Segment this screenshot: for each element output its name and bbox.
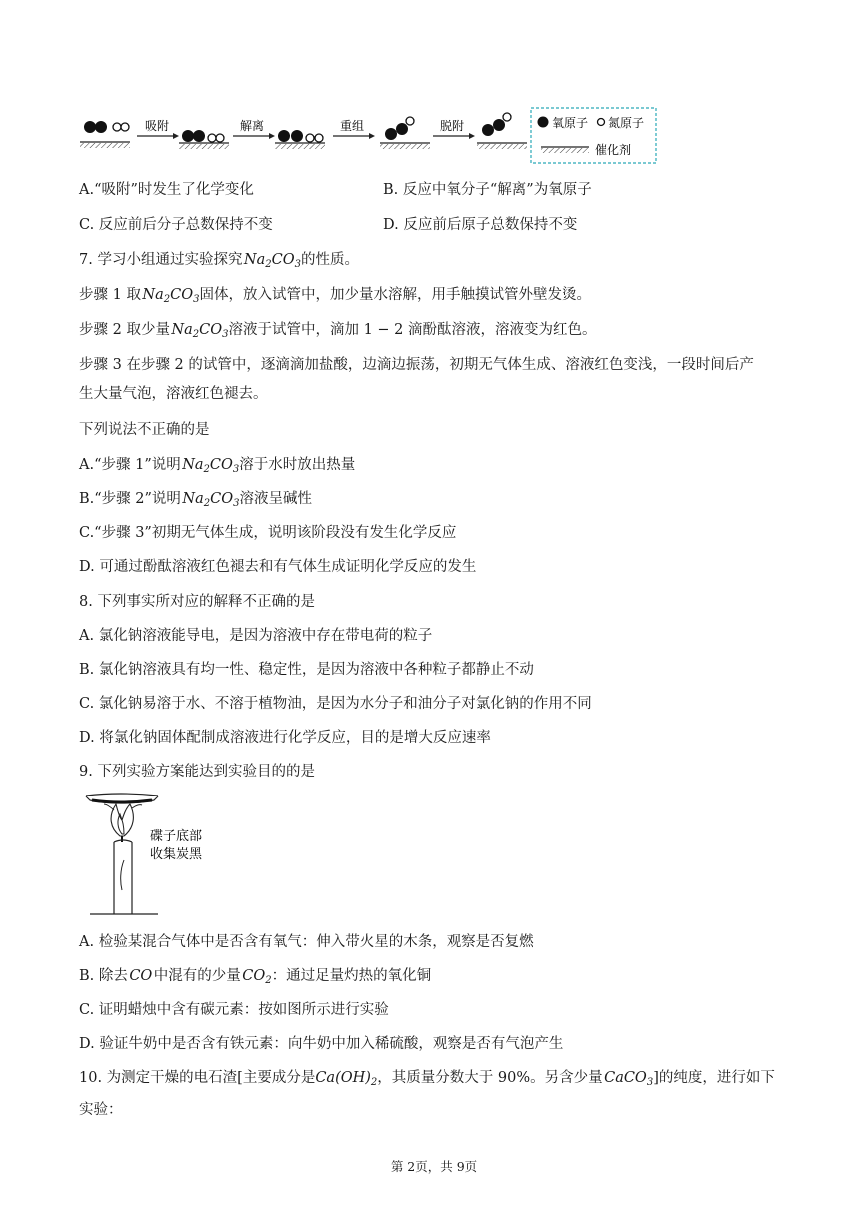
formula-caco3: CaCO$_3$ [604,1070,654,1088]
q9-option-d: D. 验证牛奶中是否含有铁元素：向牛奶中加入稀硫酸，观察是否有气泡产生 [79,1036,564,1052]
arrow-recombination [333,118,375,139]
q6-option-b: B. 反应中氧分子“解离”为氧原子 [383,182,592,198]
q8-option-a: A. 氯化钠溶液能导电，是因为溶液中存在带电荷的粒子 [79,628,433,644]
formula-na2co3: $Na_2CO_3$ [182,457,240,475]
arrow-desorption [433,119,475,139]
candle-experiment-figure [80,790,230,918]
formula-na2co3: $Na_2CO_3$ [243,252,301,270]
q6-option-c: C. 反应前后分子总数保持不变 [79,217,273,233]
q7-stem: 7. 学习小组通过实验探究 $Na_2CO_3$的性质。 [79,252,359,270]
formula-na2co3: $Na_2CO_3$ [142,287,200,305]
figure-label-line2: 收集炭黑 [150,847,203,862]
q7-step3-line2: 生大量气泡，溶液红色褪去。 [79,386,268,402]
figure-label-line1: 碟子底部 [150,829,203,844]
q7-option-a: A.“步骤 1”说明 $Na_2CO_3$溶于水时放出热量 [79,457,356,475]
q9-option-a: A. 检验某混合气体中是否含有氧气：伸入带火星的木条，观察是否复燃 [79,934,534,950]
q10-stem-line1: 10. 为测定干燥的电石渣[主要成分是$Ca(OH)_2$，其质量分数大于 90%。另含少量 CaCO$_3$]的纯度，进行如下 [79,1070,775,1088]
q7-option-d: D. 可通过酚酞溶液红色褪去和有气体生成证明化学反应的发生 [79,559,477,575]
legend-catalyst-label: 催化剂 [595,143,632,157]
formula-caoh2: $Ca(OH)_2$ [315,1070,378,1088]
q7-step3-line1: 步骤 3 在步骤 2 的试管中，逐滴滴加盐酸，边滴边振荡，初期无气体生成、溶液红色变浅，一段时间后产 [79,357,754,373]
q7-ask: 下列说法不正确的是 [79,422,210,438]
step-label: 吸附 [144,119,170,133]
q9-stem: 9. 下列实验方案能达到实验目的的是 [79,764,315,780]
diagram-legend [531,108,656,163]
stage-recombined [380,117,430,149]
legend-nitrogen-label: 氮原子 [608,116,645,130]
q6-option-a: A.“吸附”时发生了化学变化 [79,182,254,198]
q8-option-d: D. 将氯化钠固体配制成溶液进行化学反应，目的是增大反应速率 [79,730,491,746]
formula-co: CO [129,968,153,984]
q10-stem-line2: 实验： [79,1102,123,1118]
page-footer: 第 2页，共 9页 [390,1159,478,1174]
formula-co2: $CO_2$ [242,968,272,986]
q8-option-c: C. 氯化钠易溶于水、不溶于植物油，是因为水分子和油分子对氯化钠的作用不同 [79,696,592,712]
step-label: 脱附 [439,119,465,133]
step-label: 解离 [239,119,265,133]
arrow-dissociation [233,119,275,139]
q7-step1: 步骤 1 取 $Na_2CO_3$固体，放入试管中，加少量水溶解，用手触摸试管外壁发烫。 [79,287,591,305]
catalytic-reaction-diagram [75,106,665,166]
stage-desorbed [477,113,527,149]
legend-oxygen-label: 氧原子 [552,116,589,130]
q6-option-d: D. 反应前后原子总数保持不变 [383,217,578,233]
q7-option-c: C.“步骤 3”初期无气体生成，说明该阶段没有发生化学反应 [79,525,457,541]
q9-option-b: B. 除去 CO 中混有的少量 $CO_2$：通过足量灼热的氧化铜 [79,968,432,986]
q8-option-b: B. 氯化钠溶液具有均一性、稳定性，是因为溶液中各种粒子都静止不动 [79,662,534,678]
stage-initial [80,121,130,148]
formula-na2co3: $Na_2CO_3$ [182,491,240,509]
formula-na2co3: $Na_2CO_3$ [171,322,229,340]
q7-step2: 步骤 2 取少量 $Na_2CO_3$溶液于试管中，滴加 1 − 2 滴酚酞溶液，溶液变为红色。 [79,322,597,340]
q9-option-c: C. 证明蜡烛中含有碳元素：按如图所示进行实验 [79,1002,389,1018]
q7-option-b: B.“步骤 2”说明 $Na_2CO_3$溶液呈碱性 [79,491,312,509]
q8-stem: 8. 下列事实所对应的解释不正确的是 [79,594,315,610]
stage-adsorbed [179,130,229,149]
arrow-adsorption [137,119,179,139]
stage-dissociated [275,130,325,149]
step-label: 重组 [339,119,365,133]
